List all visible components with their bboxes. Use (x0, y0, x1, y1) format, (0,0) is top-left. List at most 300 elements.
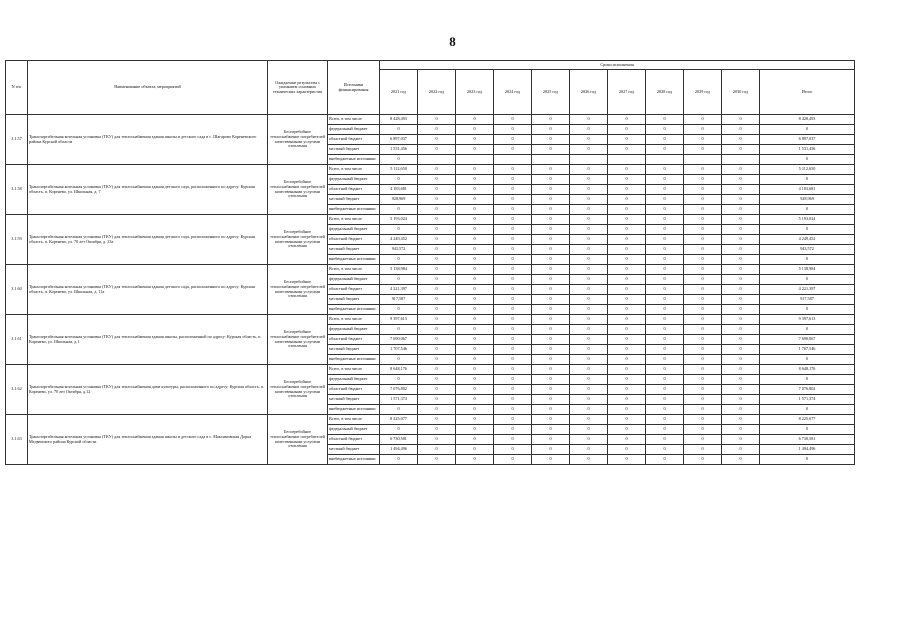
year-value: 0 (380, 275, 418, 285)
year-value: 0 (456, 255, 494, 265)
year-value: 0 (722, 205, 760, 215)
year-value: 0 (418, 395, 456, 405)
year-value: 0 (456, 425, 494, 435)
year-value: 0 (684, 425, 722, 435)
year-value: 0 (494, 375, 532, 385)
total-value: 0 (760, 455, 855, 465)
col-header-year: 2025 год (532, 70, 570, 115)
year-value: 0 (418, 425, 456, 435)
funding-source: областной бюджет (328, 185, 380, 195)
year-value: 0 (494, 165, 532, 175)
year-value: 0 (684, 215, 722, 225)
object-result: Бесперебойное теплоснабжение потребителей качественными услугами отопления (268, 265, 328, 315)
year-value: 0 (608, 295, 646, 305)
year-value: 0 (608, 145, 646, 155)
year-value: 0 (380, 225, 418, 235)
year-value: 0 (456, 215, 494, 225)
total-value: 5 138,984 (760, 265, 855, 275)
year-value: 0 (722, 215, 760, 225)
year-value (722, 155, 760, 165)
year-value: 0 (608, 225, 646, 235)
year-value: 0 (684, 335, 722, 345)
year-value: 0 (684, 205, 722, 215)
year-value (456, 155, 494, 165)
year-value: 0 (456, 325, 494, 335)
table-row (6, 365, 855, 375)
year-value: 0 (456, 195, 494, 205)
year-value: 0 (684, 305, 722, 315)
year-value: 0 (380, 425, 418, 435)
year-value: 4 221,397 (380, 285, 418, 295)
funding-source: внебюджетные источники (328, 205, 380, 215)
year-value: 0 (532, 145, 570, 155)
year-value: 0 (722, 405, 760, 415)
year-value: 0 (456, 265, 494, 275)
object-code: 3.1.60 (6, 265, 28, 315)
year-value: 0 (646, 305, 684, 315)
total-value: 9 397,613 (760, 315, 855, 325)
year-value: 0 (722, 255, 760, 265)
year-value: 0 (646, 125, 684, 135)
total-value: 8 428,493 (760, 115, 855, 125)
year-value: 0 (722, 375, 760, 385)
year-value: 0 (494, 345, 532, 355)
year-value: 0 (380, 255, 418, 265)
year-value: 0 (418, 185, 456, 195)
year-value: 0 (494, 425, 532, 435)
year-value: 0 (608, 245, 646, 255)
year-value: 0 (532, 255, 570, 265)
year-value: 0 (418, 225, 456, 235)
funding-source: областной бюджет (328, 435, 380, 445)
year-value: 0 (608, 365, 646, 375)
year-value: 0 (494, 325, 532, 335)
year-value: 0 (494, 295, 532, 305)
funding-source: Всего, в том числе (328, 115, 380, 125)
year-value: 0 (418, 305, 456, 315)
year-value: 0 (646, 295, 684, 305)
year-value: 0 (418, 445, 456, 455)
year-value: 0 (494, 445, 532, 455)
year-value: 0 (418, 415, 456, 425)
year-value: 0 (608, 185, 646, 195)
col-header-year: 2030 год (722, 70, 760, 115)
year-value: 0 (684, 165, 722, 175)
funding-source: местный бюджет (328, 395, 380, 405)
col-header-year: 2029 год (684, 70, 722, 115)
year-value: 0 (722, 445, 760, 455)
year-value: 0 (646, 425, 684, 435)
year-value: 0 (418, 215, 456, 225)
year-value: 0 (418, 145, 456, 155)
year-value: 0 (418, 265, 456, 275)
year-value: 0 (380, 325, 418, 335)
year-value: 0 (570, 265, 608, 275)
year-value: 0 (646, 265, 684, 275)
year-value: 0 (570, 395, 608, 405)
year-value: 0 (532, 265, 570, 275)
year-value: 0 (532, 225, 570, 235)
year-value: 0 (456, 285, 494, 295)
year-value (494, 155, 532, 165)
year-value: 0 (608, 455, 646, 465)
year-value: 0 (722, 305, 760, 315)
year-value: 0 (684, 185, 722, 195)
year-value: 0 (608, 215, 646, 225)
total-value: 8 225,077 (760, 415, 855, 425)
year-value: 0 (722, 385, 760, 395)
year-value: 0 (380, 455, 418, 465)
total-value: 4 183,681 (760, 185, 855, 195)
year-value: 0 (570, 185, 608, 195)
funding-source: внебюджетные источники (328, 355, 380, 365)
year-value: 0 (418, 345, 456, 355)
year-value: 0 (494, 135, 532, 145)
total-value: 0 (760, 405, 855, 415)
year-value: 4 183,681 (380, 185, 418, 195)
year-value: 0 (532, 275, 570, 285)
year-value: 0 (684, 445, 722, 455)
year-value: 0 (456, 435, 494, 445)
total-value: 0 (760, 425, 855, 435)
year-value: 0 (646, 335, 684, 345)
year-value: 0 (494, 175, 532, 185)
year-value: 0 (608, 125, 646, 135)
year-value: 0 (570, 165, 608, 175)
year-value: 0 (456, 125, 494, 135)
year-value: 0 (608, 135, 646, 145)
year-value: 0 (684, 135, 722, 145)
year-value: 0 (570, 405, 608, 415)
funding-source: внебюджетные источники (328, 455, 380, 465)
funding-source: местный бюджет (328, 445, 380, 455)
year-value: 0 (456, 335, 494, 345)
col-header-year: 2023 год (456, 70, 494, 115)
col-header-period: Сроки исполнения (380, 61, 855, 70)
year-value: 0 (380, 405, 418, 415)
total-value: 0 (760, 305, 855, 315)
year-value: 917,587 (380, 295, 418, 305)
year-value: 0 (418, 385, 456, 395)
year-value: 5 112,650 (380, 165, 418, 175)
year-value: 0 (722, 235, 760, 245)
year-value: 0 (456, 345, 494, 355)
object-code: 3.1.58 (6, 165, 28, 215)
year-value: 0 (646, 165, 684, 175)
year-value: 0 (608, 165, 646, 175)
funding-source: внебюджетные источники (328, 405, 380, 415)
year-value: 0 (418, 125, 456, 135)
year-value: 0 (456, 305, 494, 315)
year-value: 0 (380, 155, 418, 165)
total-value: 8 648,176 (760, 365, 855, 375)
funding-source: местный бюджет (328, 195, 380, 205)
year-value: 0 (608, 385, 646, 395)
year-value: 0 (646, 405, 684, 415)
total-value: 0 (760, 205, 855, 215)
table-row (6, 115, 855, 125)
year-value: 0 (684, 375, 722, 385)
year-value: 4 249,452 (380, 235, 418, 245)
funding-source: местный бюджет (328, 145, 380, 155)
table-row (6, 415, 855, 425)
year-value: 8 428,493 (380, 115, 418, 125)
year-value: 0 (646, 135, 684, 145)
year-value: 0 (646, 445, 684, 455)
year-value: 0 (608, 305, 646, 315)
year-value: 0 (684, 315, 722, 325)
year-value: 0 (418, 335, 456, 345)
table-row (6, 265, 855, 275)
year-value: 0 (418, 455, 456, 465)
year-value: 0 (684, 405, 722, 415)
funding-source: федеральный бюджет (328, 175, 380, 185)
year-value: 0 (722, 295, 760, 305)
year-value: 0 (608, 395, 646, 405)
year-value: 0 (722, 325, 760, 335)
year-value: 0 (722, 315, 760, 325)
year-value: 0 (570, 245, 608, 255)
year-value: 0 (532, 335, 570, 345)
year-value: 0 (494, 395, 532, 405)
year-value: 0 (646, 455, 684, 465)
year-value: 0 (608, 195, 646, 205)
year-value: 0 (570, 325, 608, 335)
funding-source: областной бюджет (328, 285, 380, 295)
year-value: 0 (532, 455, 570, 465)
year-value: 0 (646, 115, 684, 125)
year-value: 0 (684, 235, 722, 245)
year-value (684, 155, 722, 165)
year-value: 0 (608, 255, 646, 265)
year-value: 0 (646, 435, 684, 445)
year-value: 0 (570, 345, 608, 355)
object-name: Транспортабельная котельная установка (ТКУ) для теплоснабжения здания школы и детского сада в с. Максимовская Дорка Медвенского района Курской области (28, 415, 268, 465)
year-value: 0 (532, 235, 570, 245)
year-value: 6 897,037 (380, 135, 418, 145)
year-value: 0 (570, 205, 608, 215)
year-value: 0 (684, 275, 722, 285)
year-value: 0 (722, 365, 760, 375)
year-value: 0 (456, 455, 494, 465)
year-value: 0 (722, 455, 760, 465)
funding-source: Всего, в том числе (328, 365, 380, 375)
object-result: Бесперебойное теплоснабжение потребителей качественными услугами отопления (268, 165, 328, 215)
year-value: 0 (494, 305, 532, 315)
year-value: 5 193,024 (380, 215, 418, 225)
year-value: 0 (570, 365, 608, 375)
year-value: 0 (532, 215, 570, 225)
year-value: 0 (532, 395, 570, 405)
col-header-year: 2024 год (494, 70, 532, 115)
year-value: 0 (494, 355, 532, 365)
year-value: 0 (646, 355, 684, 365)
year-value: 0 (532, 165, 570, 175)
funding-source: Всего, в том числе (328, 165, 380, 175)
year-value: 0 (494, 115, 532, 125)
year-value: 0 (646, 185, 684, 195)
year-value: 0 (494, 415, 532, 425)
year-value: 0 (494, 255, 532, 265)
total-value: 0 (760, 375, 855, 385)
table-row (6, 215, 855, 225)
year-value: 0 (418, 195, 456, 205)
year-value (532, 155, 570, 165)
year-value (608, 155, 646, 165)
year-value: 0 (608, 415, 646, 425)
year-value: 0 (532, 435, 570, 445)
year-value: 0 (608, 275, 646, 285)
object-name: Транспортабельная котельная установка (ТКУ) для теплоснабжения здания школы, расположенной по адресу: Курская область, п. Коренево, ул. Школьная, д.1 (28, 315, 268, 365)
year-value: 0 (722, 355, 760, 365)
year-value: 8 225,077 (380, 415, 418, 425)
year-value: 0 (684, 225, 722, 235)
object-code: 3.1.62 (6, 365, 28, 415)
year-value: 0 (570, 295, 608, 305)
year-value: 0 (418, 375, 456, 385)
year-value: 0 (532, 285, 570, 295)
year-value: 0 (684, 365, 722, 375)
year-value: 0 (456, 205, 494, 215)
year-value: 0 (456, 275, 494, 285)
object-result: Бесперебойное теплоснабжение потребителей качественными услугами отопления (268, 115, 328, 165)
year-value: 0 (722, 245, 760, 255)
year-value: 0 (722, 175, 760, 185)
year-value: 0 (418, 405, 456, 415)
funding-source: федеральный бюджет (328, 425, 380, 435)
year-value: 0 (532, 375, 570, 385)
funding-source: областной бюджет (328, 335, 380, 345)
year-value: 0 (722, 195, 760, 205)
year-value: 0 (570, 435, 608, 445)
year-value: 0 (646, 385, 684, 395)
year-value: 0 (722, 415, 760, 425)
year-value: 0 (494, 405, 532, 415)
year-value: 0 (684, 175, 722, 185)
total-value: 0 (760, 275, 855, 285)
year-value: 0 (684, 255, 722, 265)
year-value: 0 (494, 385, 532, 395)
funding-source: Всего, в том числе (328, 315, 380, 325)
year-value: 0 (646, 275, 684, 285)
year-value: 0 (608, 445, 646, 455)
col-header-year: 2028 год (646, 70, 684, 115)
year-value: 0 (722, 185, 760, 195)
year-value: 0 (608, 315, 646, 325)
year-value: 0 (608, 425, 646, 435)
year-value: 0 (418, 435, 456, 445)
year-value: 0 (532, 345, 570, 355)
year-value: 0 (456, 315, 494, 325)
year-value: 0 (646, 175, 684, 185)
funding-source: Всего, в том числе (328, 215, 380, 225)
year-value: 0 (646, 325, 684, 335)
year-value: 0 (456, 135, 494, 145)
year-value: 0 (456, 115, 494, 125)
object-result: Бесперебойное теплоснабжение потребителей качественными услугами отопления (268, 315, 328, 365)
year-value: 0 (532, 245, 570, 255)
col-header-year: 2026 год (570, 70, 608, 115)
year-value: 0 (570, 235, 608, 245)
year-value: 0 (418, 355, 456, 365)
year-value: 0 (722, 425, 760, 435)
year-value: 0 (418, 165, 456, 175)
year-value: 0 (418, 255, 456, 265)
year-value: 0 (570, 335, 608, 345)
total-value: 0 (760, 355, 855, 365)
year-value: 0 (722, 345, 760, 355)
year-value: 0 (684, 285, 722, 295)
year-value: 0 (608, 235, 646, 245)
year-value: 0 (684, 245, 722, 255)
year-value: 0 (418, 235, 456, 245)
year-value: 0 (646, 345, 684, 355)
year-value: 0 (646, 395, 684, 405)
year-value: 1 531,456 (380, 145, 418, 155)
year-value: 7 076,802 (380, 385, 418, 395)
year-value: 0 (494, 215, 532, 225)
total-value: 1 531,456 (760, 145, 855, 155)
year-value: 0 (494, 145, 532, 155)
year-value: 0 (570, 445, 608, 455)
table-row (6, 165, 855, 175)
funding-source: федеральный бюджет (328, 325, 380, 335)
year-value: 0 (532, 365, 570, 375)
year-value: 0 (570, 255, 608, 265)
total-value: 0 (760, 225, 855, 235)
year-value: 0 (684, 195, 722, 205)
year-value: 0 (532, 445, 570, 455)
year-value: 0 (570, 315, 608, 325)
total-value: 1 571,374 (760, 395, 855, 405)
year-value: 1 571,374 (380, 395, 418, 405)
year-value: 0 (494, 235, 532, 245)
program-table (5, 60, 855, 465)
total-value: 0 (760, 125, 855, 135)
year-value: 0 (494, 185, 532, 195)
year-value: 0 (532, 385, 570, 395)
year-value: 0 (532, 305, 570, 315)
year-value: 0 (608, 175, 646, 185)
year-value: 0 (456, 375, 494, 385)
year-value: 0 (532, 405, 570, 415)
year-value: 0 (570, 215, 608, 225)
year-value: 1 494,496 (380, 445, 418, 455)
year-value: 0 (380, 205, 418, 215)
year-value: 0 (418, 365, 456, 375)
year-value: 0 (570, 305, 608, 315)
col-header-total: Итого (760, 70, 855, 115)
year-value: 0 (608, 285, 646, 295)
year-value: 0 (646, 255, 684, 265)
total-value: 6 730,581 (760, 435, 855, 445)
year-value: 0 (532, 115, 570, 125)
year-value: 0 (418, 205, 456, 215)
year-value: 0 (570, 285, 608, 295)
page-number: 8 (449, 34, 456, 49)
year-value: 0 (570, 115, 608, 125)
year-value: 0 (722, 395, 760, 405)
year-value: 0 (570, 375, 608, 385)
year-value: 0 (532, 195, 570, 205)
year-value: 0 (722, 115, 760, 125)
year-value: 0 (646, 235, 684, 245)
year-value: 0 (646, 415, 684, 425)
year-value: 0 (684, 355, 722, 365)
year-value: 0 (456, 185, 494, 195)
year-value: 0 (456, 145, 494, 155)
year-value: 0 (494, 335, 532, 345)
